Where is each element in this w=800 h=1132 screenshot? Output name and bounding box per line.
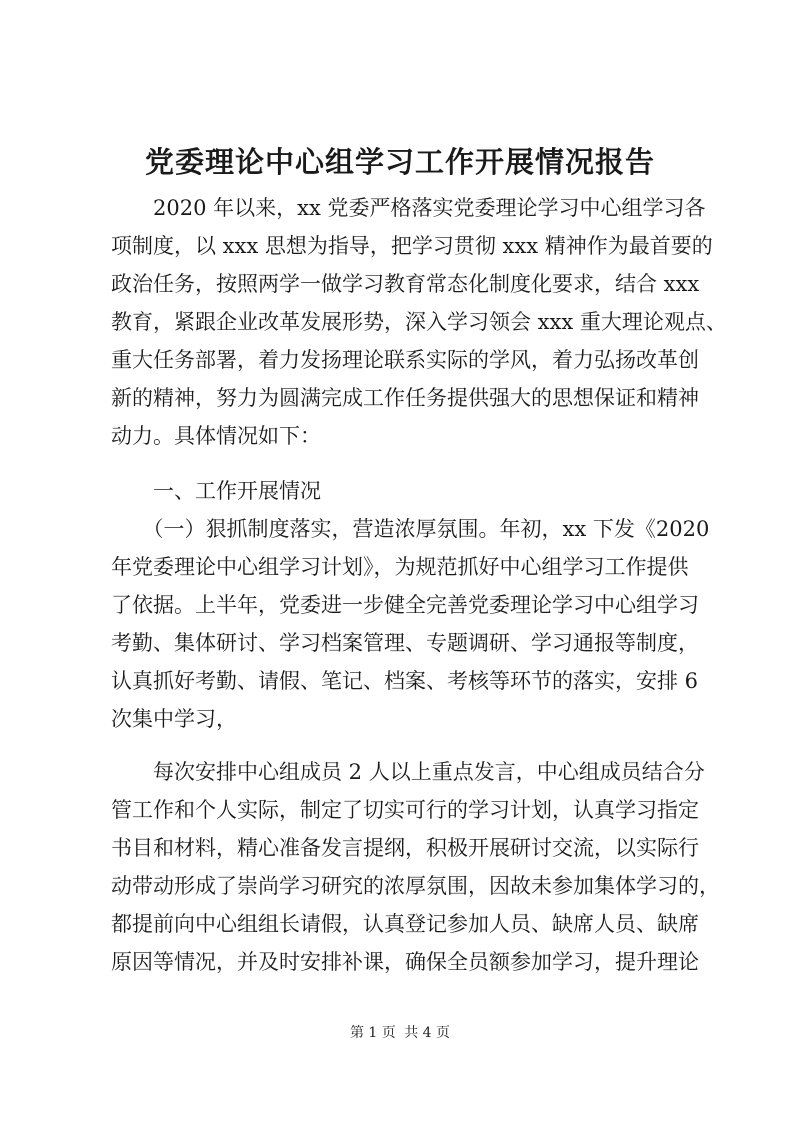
body-line: 都提前向中心组组长请假，认真登记参加人员、缺席人员、缺席	[111, 912, 699, 936]
document-title: 党委理论中心组学习工作开展情况报告	[144, 145, 655, 179]
body-line: 重大任务部署，着力发扬理论联系实际的学风，着力弘扬改革创	[111, 348, 699, 372]
body-line: 年党委理论中心组学习计划》，为规范抓好中心组学习工作提供	[111, 555, 689, 579]
body-line: 原因等情况，并及时安排补课，确保全员额参加学习，提升理论	[111, 950, 699, 974]
section-heading: 一、工作开展情况	[111, 479, 321, 503]
body-line: 了依据。上半年，党委进一步健全完善党委理论学习中心组学习	[111, 593, 699, 617]
body-line: （一）狠抓制度落实，营造浓厚氛围。年初，xx 下发《2020	[111, 517, 710, 541]
body-line: 管工作和个人实际，制定了切实可行的学习计划，认真学习指定	[111, 798, 699, 822]
body-line: 政治任务，按照两学一做学习教育常态化制度化要求，结合 xxx	[111, 272, 700, 296]
body-line: 考勤、集体研讨、学习档案管理、专题调研、学习通报等制度，	[111, 631, 699, 655]
body-line: 认真抓好考勤、请假、笔记、档案、考核等环节的落实，安排 6	[111, 669, 699, 693]
body-line: 项制度，以 xxx 思想为指导，把学习贯彻 xxx 精神作为最首要的	[111, 234, 713, 258]
body-line: 动力。具体情况如下：	[111, 424, 321, 448]
page-number: 第 1 页	[349, 1025, 396, 1041]
body-line: 2020 年以来，xx 党委严格落实党委理论学习中心组学习各	[111, 196, 706, 220]
body-line: 次集中学习，	[111, 707, 237, 731]
body-line: 每次安排中心组成员 2 人以上重点发言，中心组成员结合分	[111, 760, 705, 784]
page-total: 共 4 页	[404, 1025, 451, 1041]
body-line: 新的精神，努力为圆满完成工作任务提供强大的思想保证和精神	[111, 386, 699, 410]
body-line: 书目和材料，精心准备发言提纲，积极开展研讨交流，以实际行	[111, 836, 699, 860]
body-line: 教育，紧跟企业改革发展形势，深入学习领会 xxx 重大理论观点、	[111, 310, 727, 334]
body-line: 动带动形成了崇尚学习研究的浓厚氛围，因故未参加集体学习的，	[111, 874, 720, 898]
page-footer	[0, 1022, 800, 1042]
